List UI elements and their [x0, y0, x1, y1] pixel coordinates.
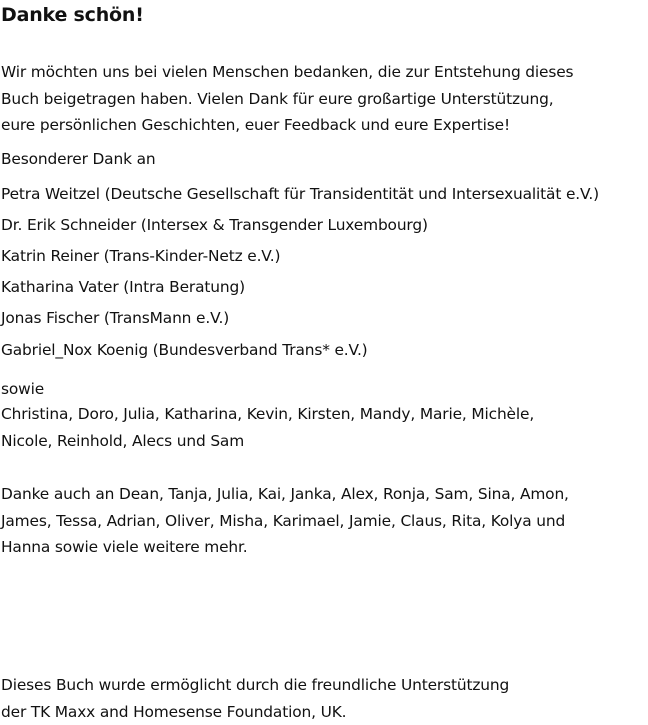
special-thanks-item: Gabriel_Nox Koenig (Bundesverband Trans* e.V.)	[1, 341, 368, 359]
special-thanks-item: Katharina Vater (Intra Beratung)	[1, 278, 245, 296]
special-thanks-item: Jonas Fischer (TransMann e.V.)	[1, 309, 230, 327]
special-thanks-item: Katrin Reiner (Trans-Kinder-Netz e.V.)	[1, 247, 281, 265]
also-names-paragraph: Christina, Doro, Julia, Katharina, Kevin, Kirsten, Mandy, Marie, Michèle, Nicole, Reinhold, Alecs und Sam	[1, 405, 535, 450]
page-title: Danke schön!	[1, 4, 144, 26]
sponsor-note: Dieses Buch wurde ermöglicht durch die freundliche Unterstützung der TK Maxx and Homesense Foundation, UK.	[1, 676, 510, 721]
special-thanks-item: Dr. Erik Schneider (Intersex & Transgender Luxembourg)	[1, 216, 428, 234]
special-thanks-item: Petra Weitzel (Deutsche Gesellschaft für Transidentität und Intersexualität e.V.)	[1, 185, 600, 203]
further-thanks-paragraph: Danke auch an Dean, Tanja, Julia, Kai, Janka, Alex, Ronja, Sam, Sina, Amon, James, Tessa, Adrian, Oliver, Misha, Karimael, Jamie, Claus, Rita, Kolya und Hanna sowie viele weitere mehr.	[1, 485, 569, 556]
also-heading: sowie	[1, 380, 45, 398]
intro-paragraph: Wir möchten uns bei vielen Menschen bedanken, die zur Entstehung dieses Buch beigetragen haben. Vielen Dank für eure großartige Unterstützung, eure persönlichen Geschichten, euer Feedback und eure Expertise!	[1, 63, 574, 134]
special-thanks-heading: Besonderer Dank an	[1, 150, 156, 168]
